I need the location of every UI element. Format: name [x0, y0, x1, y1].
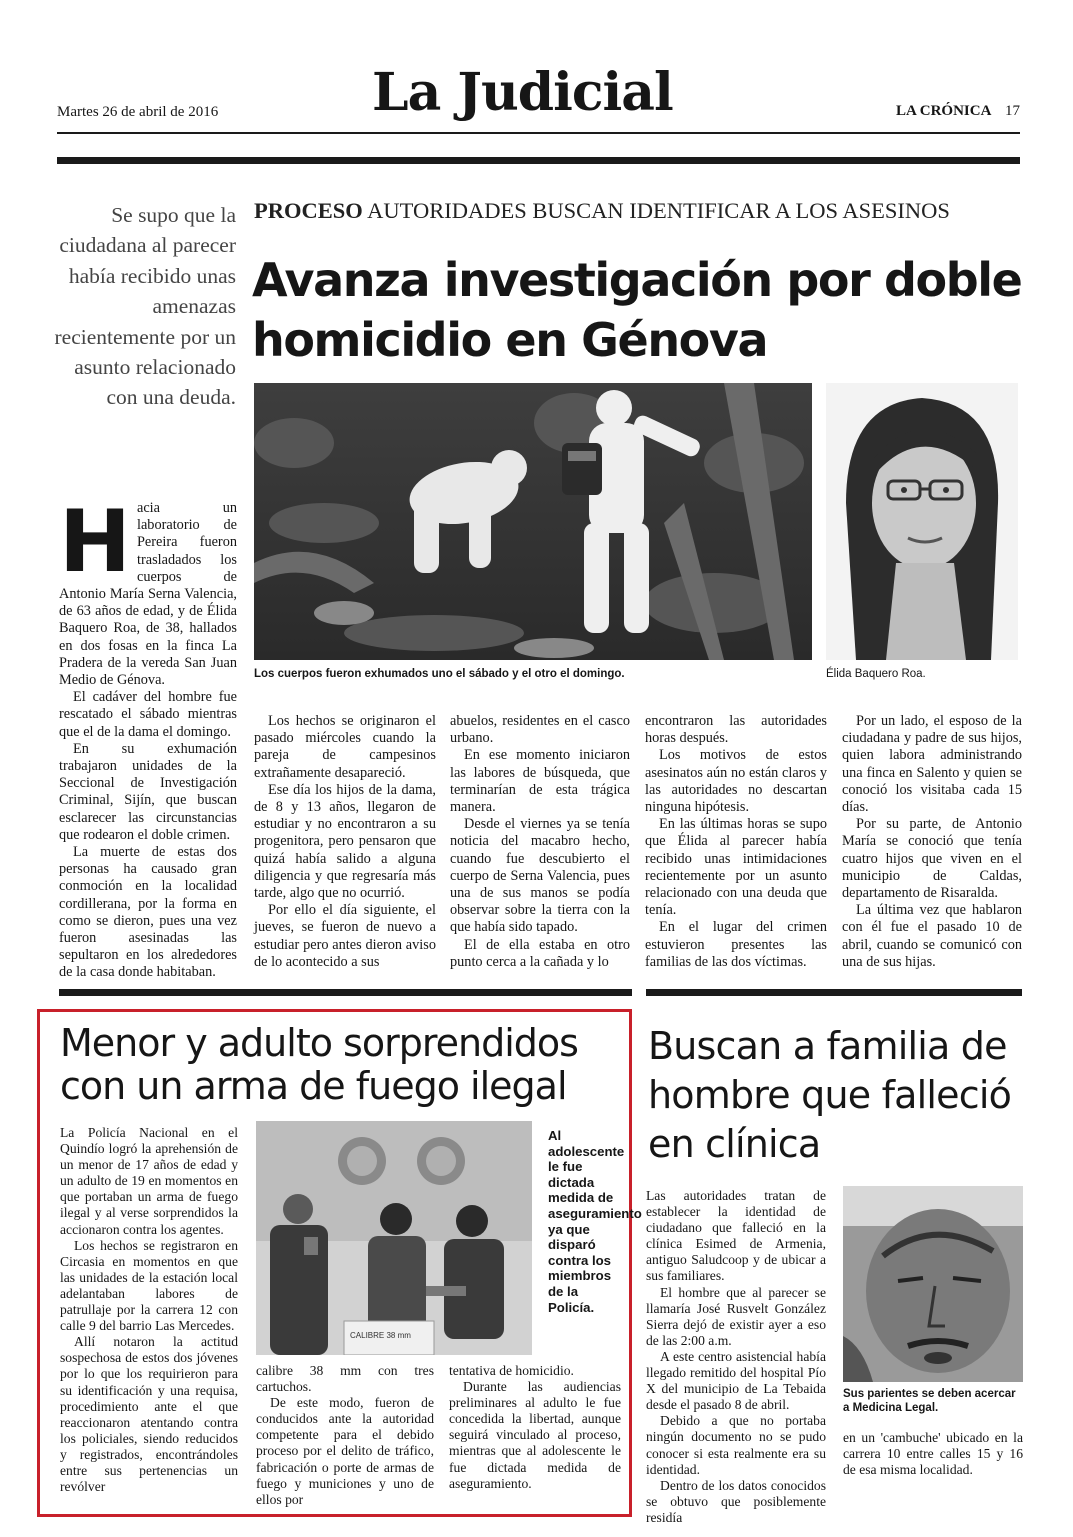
- main-story-column-1: [59, 492, 237, 982]
- story3-photo-caption: Sus parientes se deben acercar a Medicina Legal.: [843, 1388, 1016, 1414]
- paragraph: Debido a que no portaba ningún documento no se pudo conocer si esta realmente era su identidad.: [646, 1413, 826, 1477]
- paragraph: Los hechos se originaron el pasado miércoles cuando la pareja de campesinos extrañamente desapareció.: [254, 713, 436, 781]
- story2-column-1: [60, 1125, 238, 1495]
- paragraph: tentativa de homicidio.: [449, 1363, 574, 1378]
- deceased-man-photo: [843, 1186, 1023, 1382]
- section-title: La Judicial: [372, 62, 673, 123]
- paragraph: calibre 38 mm con tres cartuchos.: [256, 1363, 434, 1395]
- story2-headline: Menor y adulto sorprendidos con un arma de fuego ilegal: [60, 1021, 578, 1108]
- paragraph: acia un laboratorio de Pereira fueron trasladados los cuerpos de Antonio María Serna Valencia, de 63 años de edad, y de Élida Baquero Roa, de 38, hallados en dos fosas en la finca La Pradera de la vereda San Juan Medio de Génova.: [59, 500, 237, 689]
- paragraph: Dentro de los datos conocidos se obtuvo que posiblemente residía: [646, 1477, 826, 1525]
- paragraph: De este modo, fueron de conducidos ante la autoridad competente para el debido proceso por el delito de tráfico, fabricación o porte de armas de fuego y municiones y uno de ellos por: [256, 1395, 434, 1507]
- paragraph: Por ello el día siguiente, el jueves, se fueron de nuevo a estudiar pero antes dieron aviso de lo acontecido a sus: [254, 902, 436, 970]
- main-story-column-4: [645, 713, 827, 971]
- paragraph: Los hechos se registraron en Circasia en momentos en que las unidades de la estación local adelantaban labores de patrullaje por la carrera 12 con calle 9 del barrio Las Mercedes.: [60, 1237, 238, 1334]
- section-rule-right: [646, 989, 1022, 996]
- page-number: 17: [1005, 103, 1020, 119]
- paragraph: El cadáver del hombre fue rescatado el sábado mientras que el de la dama el domingo.: [59, 689, 237, 740]
- paragraph: Las autoridades tratan de establecer la identidad de ciudadano que falleció en la clínica Esimed de Armenia, antiguo Saludcoop y de ubicar a sus familiares.: [646, 1188, 826, 1284]
- masthead-thick-rule: [57, 157, 1020, 164]
- main-headline: Avanza investigación por doble homicidio en Génova: [252, 253, 1022, 367]
- paragraph: La última vez que hablaron con él fue el pasado 10 de abril, cuando se comunicó con una de sus hijas.: [842, 902, 1022, 970]
- paragraph: La Policía Nacional en el Quindío logró la aprehensión de un menor de 17 años de edad y un adulto de 19 en momentos en que portaban un arma de fuego ilegal y al verse sorprendidos la accionaron contra los agentes.: [60, 1125, 238, 1237]
- paragraph: Desde el viernes ya se tenía noticia del macabro hecho, cuando fue descubierto el cuerpo de Serna Valencia, pues una de sus manos se podía observar sobre la tierra con la que había sido tapado.: [450, 816, 630, 936]
- issue-date: Martes 26 de abril de 2016: [57, 104, 219, 120]
- kicker-text: AUTORIDADES BUSCAN IDENTIFICAR A LOS ASESINOS: [367, 198, 950, 223]
- paragraph: En ese momento iniciaron las labores de búsqueda, que terminarían de esta trágica manera.: [450, 747, 630, 816]
- paragraph: Durante las audiencias preliminares al adulto le fue concedida la libertad, aunque seguirá vinculado al proceso, mientras que al adolescente le fue dictada medida de aseguramiento.: [449, 1379, 621, 1491]
- portrait-photo: [826, 383, 1018, 660]
- exhumation-photo: [254, 383, 812, 660]
- paragraph: En las últimas horas se supo que Élida al parecer había recibido unas intimidaciones recientemente por un asunto relacionado con una deuda que tenía.: [645, 816, 827, 919]
- story3-headline: Buscan a familia de hombre que falleció en clínica: [648, 1024, 1012, 1166]
- paragraph: Ese día los hijos de la dama, de 8 y 13 años, llegaron de estudiar y no encontraron a su progenitora, pero pensaron que quizá había salido a alguna diligencia y que regresaría más tarde, algo que no ocurrió.: [254, 781, 436, 902]
- main-story-column-3: [450, 713, 630, 971]
- main-story-column-5: [842, 713, 1022, 971]
- main-story-column-2: [254, 713, 436, 971]
- paragraph: abuelos, residentes en el casco urbano.: [450, 713, 630, 747]
- paragraph: encontraron las autoridades horas después.: [645, 713, 827, 747]
- arrest-photo: [256, 1121, 532, 1355]
- paragraph: En el lugar del crimen estuvieron presentes las familias de las dos víctimas.: [645, 919, 827, 970]
- story3-column-1: [646, 1188, 826, 1526]
- paragraph: Allí notaron la actitud sospechosa de estos dos jóvenes por lo que los requirieron para su identificación y una requisa, procedimiento ante el que reaccionaron atentando contra los policiales, siendo reducidos y registrados, encontrándoles entre sus pertenencias un revólver: [60, 1334, 238, 1495]
- story2-column-2: [256, 1363, 434, 1508]
- pull-quote: Se supo que la ciudadana al parecer había recibido unas amenazas recientemente por un asunto relacionado con una deuda.: [54, 203, 236, 410]
- paragraph: Por un lado, el esposo de la ciudadana y padre de sus hijos, quien labora administrando una finca en Salento y quien se conoció los visitaba cada 15 días.: [842, 713, 1022, 816]
- paragraph: Los motivos de estos asesinatos aún no están claros y las autoridades no descartan ninguna hipótesis.: [645, 747, 827, 816]
- section-rule-left: [59, 989, 632, 996]
- drop-cap: H: [59, 492, 131, 592]
- newspaper-name: LA CRÓNICA: [896, 103, 992, 119]
- story-kicker: [254, 198, 950, 224]
- portrait-caption: Élida Baquero Roa.: [826, 668, 926, 680]
- kicker-tag: PROCESO: [254, 198, 363, 223]
- paragraph: En su exhumación trabajaron unidades de la Seccional de Investigación Criminal, Sijín, que buscan esclarecer las circunstancias que rodearon el doble crimen.: [59, 740, 237, 843]
- paragraph: El de ella estaba en otro punto cerca a la cañada y lo: [450, 936, 630, 970]
- paragraph: El hombre que al parecer se llamaría José Rusvelt González Sierra dejó de existir ayer a eso de las 2:00 a.m.: [646, 1284, 826, 1348]
- photo-caption: Los cuerpos fueron exhumados uno el sábado y el otro el domingo.: [254, 668, 625, 680]
- paragraph: en un 'cambuche' ubicado en la carrera 10 entre calles 15 y 16 de esa misma localidad.: [843, 1430, 1023, 1478]
- paragraph: Por su parte, de Antonio María se conoció que tenía cuatro hijos que viven en el municipio de Caldas, departamento de Risaralda.: [842, 816, 1022, 902]
- paragraph: La muerte de estas dos personas ha causado gran conmoción en la localidad cordillerana, por la forma en como se dieron, pues una vez fueron asesinadas las sepultaron en los alrededores de la casa donde habitaban.: [59, 844, 237, 981]
- evidence-label: CALIBRE 38 mm: [350, 1331, 411, 1340]
- story2-column-3: [449, 1363, 621, 1492]
- story3-column-2: [843, 1430, 1023, 1478]
- story2-sidenote: Al adolescente le fue dictada medida de aseguramiento ya que disparó contra los miembros de la Policía.: [548, 1128, 642, 1315]
- paragraph: A este centro asistencial había llegado remitido del hospital Pío X del municipio de La Tebaida desde el pasado 8 de abril.: [646, 1348, 826, 1413]
- masthead-rule: [57, 132, 1020, 134]
